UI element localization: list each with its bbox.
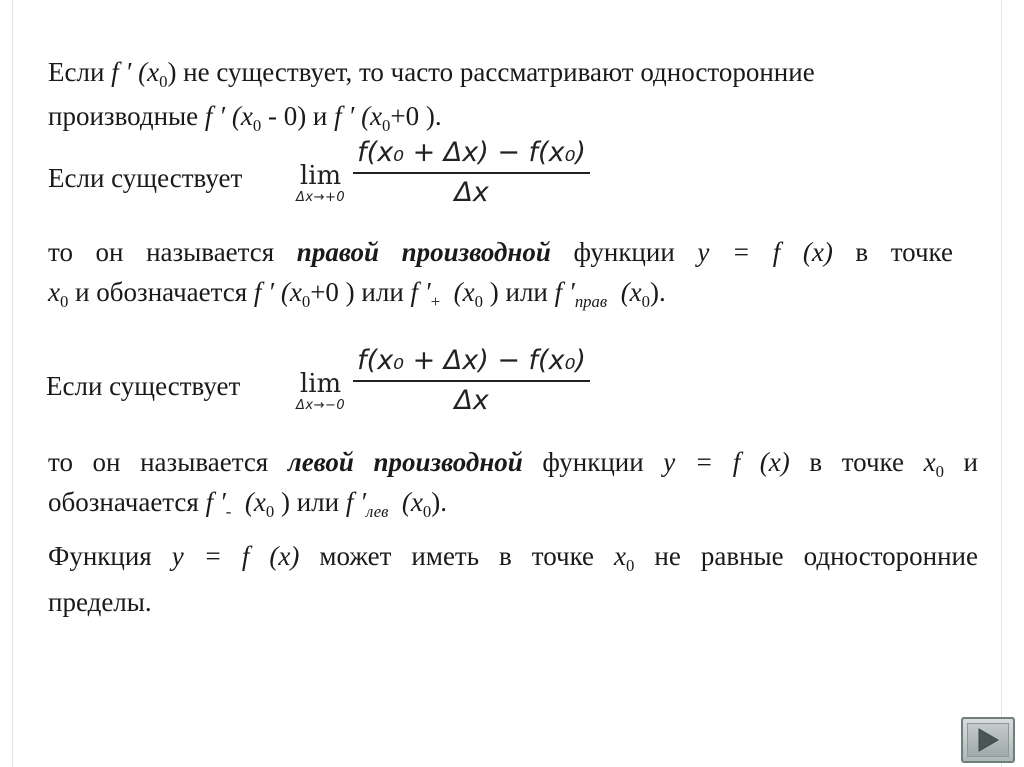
x-var: (x xyxy=(280,277,302,307)
subscript: 0 xyxy=(935,461,944,481)
text: ). xyxy=(431,487,448,517)
right-limit-formula xyxy=(296,134,590,212)
f-prime: f ′ xyxy=(111,57,139,87)
x-var: x xyxy=(48,277,60,307)
text: и xyxy=(943,447,978,477)
subscript: 0 xyxy=(159,71,168,91)
x-var: (x xyxy=(361,101,383,131)
emphasis: левой производной xyxy=(287,447,523,477)
text: функции xyxy=(550,237,698,267)
para2-line1 xyxy=(48,232,953,272)
x-var: (x xyxy=(138,57,160,87)
denominator: Δx xyxy=(454,177,489,208)
text: может иметь в точке xyxy=(299,541,615,571)
text: функции xyxy=(522,447,664,477)
subscript: 0 xyxy=(474,291,484,311)
text: ) или xyxy=(274,487,346,517)
para3-line1 xyxy=(48,442,978,482)
prav-subscript: прав xyxy=(574,291,608,311)
lim-block xyxy=(296,140,345,206)
text: то он называется xyxy=(48,237,297,267)
subscript: 0 xyxy=(252,115,262,135)
minus-subscript: - xyxy=(225,501,232,521)
emphasis: правой производной xyxy=(296,237,551,267)
x-var: (x xyxy=(453,277,475,307)
f-prime: f ′ xyxy=(410,277,431,307)
text: +0 ). xyxy=(390,101,442,131)
text: обозначается xyxy=(48,487,206,517)
text: и обозначается xyxy=(68,277,254,307)
x-var: x xyxy=(614,541,627,571)
text: - 0) и xyxy=(261,101,335,131)
para1-line2 xyxy=(48,96,442,136)
text: Функция xyxy=(48,541,172,571)
text: ) не существует, то часто рассматривают односторонние xyxy=(167,57,815,87)
para4-line1 xyxy=(48,536,978,576)
plus-subscript: + xyxy=(430,291,441,311)
lim-word: lim xyxy=(299,369,342,399)
fraction xyxy=(353,342,590,420)
f-prime: f ′ xyxy=(204,101,232,131)
denominator: Δx xyxy=(454,385,489,416)
lim-subscript: Δx→−0 xyxy=(296,398,346,413)
function-expr: y = f (x) xyxy=(697,237,833,267)
x-var: (x xyxy=(401,487,423,517)
function-expr: y = f (x) xyxy=(663,447,790,477)
text: не равные односторонние xyxy=(634,541,978,571)
f-prime: f ′ xyxy=(345,487,366,517)
lim-subscript: Δx→+0 xyxy=(296,190,346,205)
if-exists-label-2: Если существует xyxy=(46,371,241,401)
text: +0 ) или xyxy=(310,277,411,307)
left-limit-formula xyxy=(296,342,590,420)
next-slide-button[interactable] xyxy=(961,717,1015,763)
subscript: 0 xyxy=(59,291,69,311)
f-prime: f ′ xyxy=(334,101,362,131)
text: ). xyxy=(650,277,666,307)
f-prime: f ′ xyxy=(253,277,281,307)
fraction xyxy=(353,134,590,212)
subscript: 0 xyxy=(422,501,432,521)
x-var: (x xyxy=(620,277,642,307)
x-var: (x xyxy=(231,101,253,131)
subscript: 0 xyxy=(626,555,635,575)
lim-word: lim xyxy=(299,161,342,191)
lev-subscript: лев xyxy=(366,501,389,521)
numerator: f(x₀ + Δx) − f(x₀) xyxy=(357,137,586,168)
play-triangle-icon xyxy=(976,727,1000,753)
para3-line2 xyxy=(48,482,447,522)
text: в точке xyxy=(832,237,953,267)
x-var: x xyxy=(923,447,936,477)
f-prime: f ′ xyxy=(205,487,226,517)
numerator: f(x₀ + Δx) − f(x₀) xyxy=(357,345,586,376)
subscript: 0 xyxy=(265,501,275,521)
if-exists-label-1: Если существует xyxy=(48,163,243,193)
subscript: 0 xyxy=(301,291,311,311)
text: то он называется xyxy=(48,447,288,477)
text: в точке xyxy=(789,447,924,477)
function-expr: y = f (x) xyxy=(171,541,300,571)
subscript: 0 xyxy=(641,291,651,311)
text: производные xyxy=(48,101,205,131)
next-slide-button-inner xyxy=(967,723,1009,757)
para1-line1 xyxy=(48,52,815,92)
para2-line2 xyxy=(48,272,666,312)
lim-block xyxy=(296,348,345,414)
text: Если xyxy=(48,57,112,87)
subscript: 0 xyxy=(382,115,391,135)
para4-line2: пределы. xyxy=(48,587,152,617)
text: ) или xyxy=(483,277,555,307)
x-var: (x xyxy=(244,487,266,517)
f-prime: f ′ xyxy=(554,277,575,307)
